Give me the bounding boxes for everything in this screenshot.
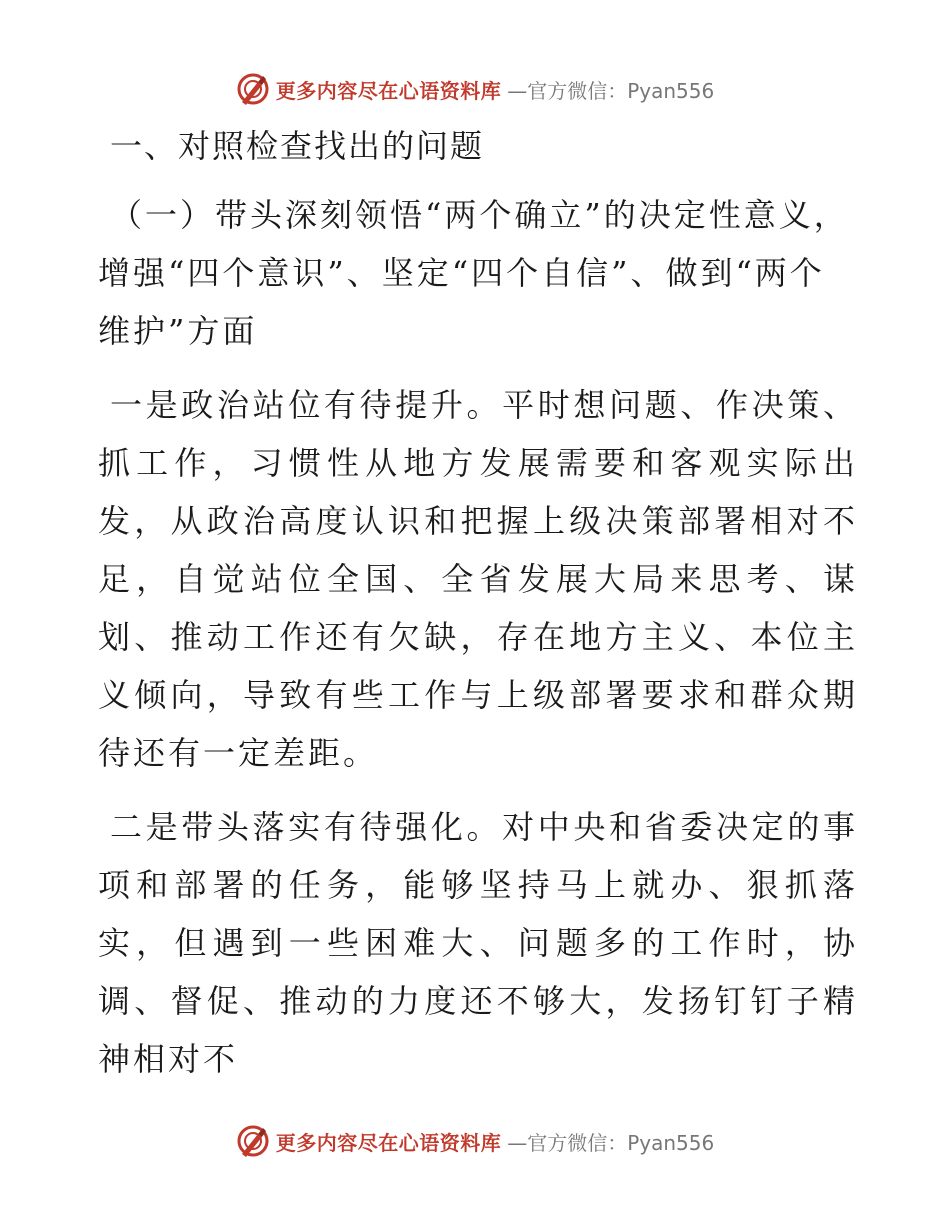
watermark-brand-text: 更多内容尽在心语资料库 — [275, 78, 502, 103]
watermark-contact-text: —官方微信：Pyan556 — [507, 78, 715, 103]
pen-circle-logo-icon — [236, 72, 270, 106]
header-watermark — [0, 72, 950, 106]
watermark-contact-text: —官方微信：Pyan556 — [507, 1130, 715, 1155]
paragraph-2: 二是带头落实有待强化。对中央和省委决定的事项和部署的任务，能够坚持马上就办、狠抓落实，但遇到一些困难大、问题多的工作时，协调、督促、推动的力度还不够大，发扬钉钉子精神相对不 — [98, 808, 858, 1078]
subsection-heading: （一）带头深刻领悟“两个确立”的决定性意义，增强“四个意识”、坚定“四个自信”、做到“两个维护”方面 — [98, 196, 849, 350]
footer-watermark — [0, 1124, 950, 1158]
paragraph-1: 一是政治站位有待提升。平时想问题、作决策、抓工作，习惯性从地方发展需要和客观实际出发，从政治高度认识和把握上级决策部署相对不足，自觉站位全国、全省发展大局来思考、谋划、推动工作还有欠缺，存在地方主义、本位主义倾向，导致有些工作与上级部署要求和群众期待还有一定差距。 — [98, 386, 858, 772]
pen-circle-logo-icon — [236, 1124, 270, 1158]
watermark-brand-text: 更多内容尽在心语资料库 — [275, 1130, 502, 1155]
section-heading: 一、对照检查找出的问题 — [110, 127, 485, 165]
document-body — [98, 122, 858, 1104]
